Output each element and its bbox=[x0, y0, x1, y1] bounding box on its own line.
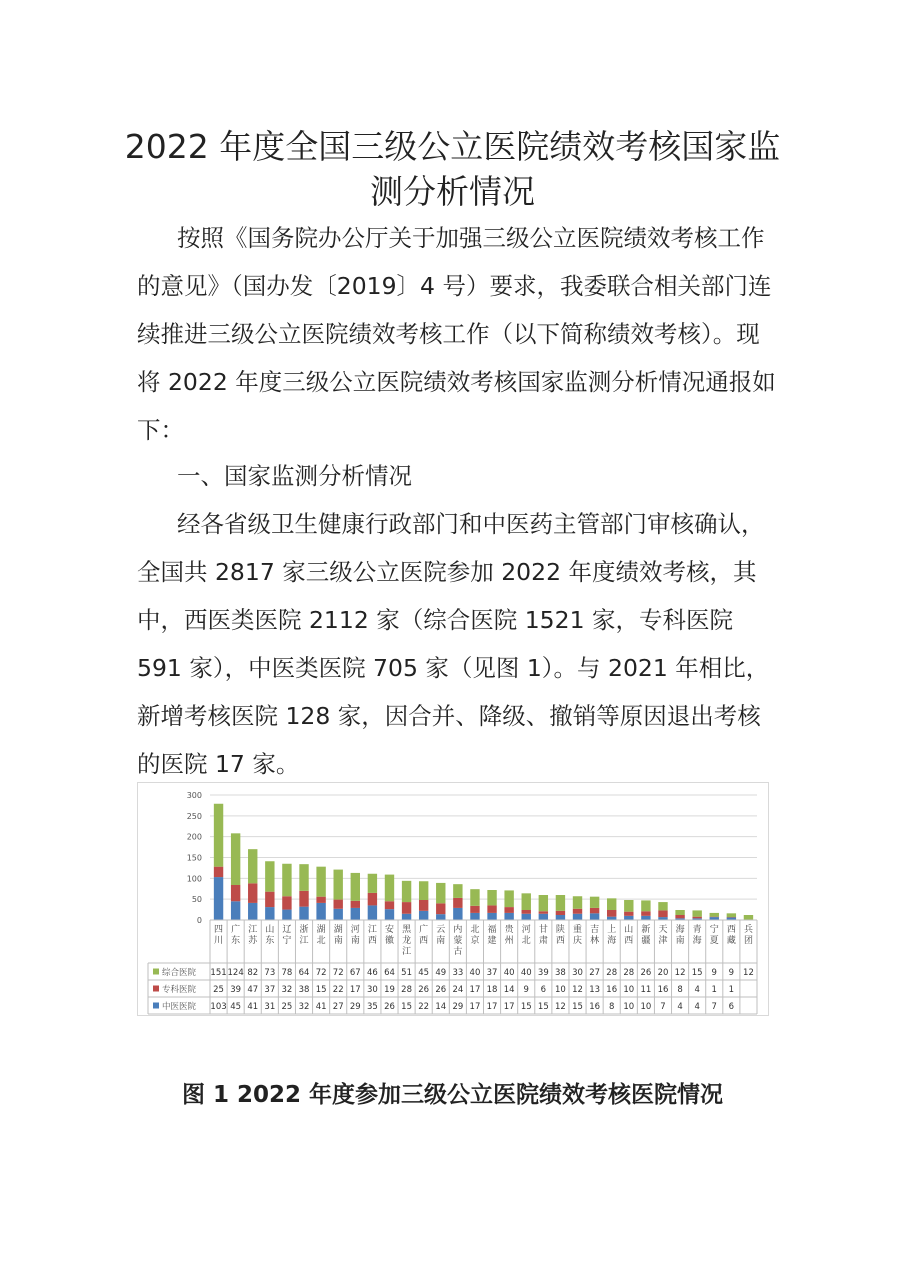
data-label: 10 bbox=[623, 985, 635, 995]
data-label: 72 bbox=[332, 968, 344, 978]
data-label: 26 bbox=[640, 968, 652, 978]
bar-segment bbox=[419, 911, 428, 920]
category-label: 西藏 bbox=[726, 925, 736, 946]
document-title: 2022 年度全国三级公立医院绩效考核国家监测分析情况 bbox=[124, 127, 781, 211]
bar-segment bbox=[316, 897, 325, 903]
category-label: 新疆 bbox=[641, 925, 651, 946]
bar-segment bbox=[522, 914, 531, 920]
bar-segment bbox=[351, 901, 360, 908]
figure-caption: 图 1 2022 年度参加三级公立医院绩效考核医院情况 bbox=[181, 1082, 724, 1108]
data-label: 45 bbox=[418, 968, 430, 978]
category-label: 海南 bbox=[675, 925, 685, 946]
data-label: 15 bbox=[691, 968, 703, 978]
category-label: 山东 bbox=[265, 925, 275, 946]
data-label: 9 bbox=[523, 985, 529, 995]
bar-segment bbox=[419, 900, 428, 911]
data-label: 82 bbox=[247, 968, 259, 978]
bar-segment bbox=[265, 892, 274, 907]
data-label: 37 bbox=[486, 968, 498, 978]
data-label: 29 bbox=[349, 1002, 361, 1012]
bar-segment bbox=[539, 895, 548, 911]
category-label: 贵州 bbox=[504, 925, 514, 946]
bar-segment bbox=[539, 914, 548, 920]
bar-segment bbox=[487, 890, 496, 905]
data-label: 17 bbox=[486, 1002, 498, 1012]
bar-segment bbox=[436, 914, 445, 920]
data-label: 16 bbox=[657, 985, 669, 995]
data-label: 28 bbox=[623, 968, 635, 978]
y-tick-label: 250 bbox=[186, 811, 202, 821]
data-label: 26 bbox=[435, 985, 447, 995]
category-label: 宁夏 bbox=[709, 925, 719, 946]
bar-segment bbox=[402, 914, 411, 920]
category-label: 内蒙古 bbox=[453, 925, 463, 957]
data-label: 12 bbox=[572, 985, 583, 995]
data-label: 24 bbox=[452, 985, 464, 995]
bar-segment bbox=[282, 910, 291, 920]
bar-segment bbox=[231, 833, 240, 885]
data-label: 67 bbox=[349, 968, 361, 978]
category-label: 兵团 bbox=[743, 925, 753, 946]
hospital-count-chart bbox=[137, 782, 769, 1016]
bar-segment bbox=[607, 910, 616, 917]
category-label: 山西 bbox=[624, 925, 634, 946]
data-label: 64 bbox=[298, 968, 310, 978]
bar-segment bbox=[641, 916, 650, 920]
category-label: 河北 bbox=[521, 925, 531, 946]
data-label: 40 bbox=[503, 968, 515, 978]
bar-segment bbox=[504, 890, 513, 907]
bar-segment bbox=[214, 867, 223, 877]
data-label: 13 bbox=[589, 985, 601, 995]
bar-segment bbox=[419, 881, 428, 900]
data-label: 41 bbox=[315, 1002, 327, 1012]
category-label: 青海 bbox=[692, 925, 702, 946]
legend-label: 中医医院 bbox=[162, 1002, 197, 1012]
legend-label: 专科医院 bbox=[162, 985, 197, 995]
category-label: 浙江 bbox=[299, 925, 309, 946]
bar-segment bbox=[470, 906, 479, 913]
category-label: 河南 bbox=[350, 925, 360, 946]
data-label: 32 bbox=[298, 1002, 310, 1012]
bar-segment bbox=[590, 913, 599, 920]
legend-swatch bbox=[153, 986, 159, 992]
category-label: 安徽 bbox=[384, 925, 394, 946]
data-label: 32 bbox=[281, 985, 293, 995]
bar-segment bbox=[402, 881, 411, 902]
bar-segment bbox=[248, 903, 257, 920]
bar-segment bbox=[299, 864, 308, 891]
data-label: 17 bbox=[503, 1002, 515, 1012]
data-label: 22 bbox=[418, 1002, 430, 1012]
bar-segment bbox=[368, 874, 377, 893]
data-label: 40 bbox=[520, 968, 532, 978]
data-label: 15 bbox=[537, 1002, 549, 1012]
bar-segment bbox=[607, 898, 616, 910]
category-label: 江苏 bbox=[248, 925, 258, 946]
bar-segment bbox=[368, 905, 377, 920]
data-label: 30 bbox=[366, 985, 378, 995]
data-label: 25 bbox=[281, 1002, 293, 1012]
legend-swatch bbox=[153, 1003, 159, 1009]
bar-segment bbox=[214, 804, 223, 867]
category-label: 辽宁 bbox=[282, 925, 292, 946]
bar-segment bbox=[487, 905, 496, 912]
data-label: 41 bbox=[247, 1002, 259, 1012]
bar-segment bbox=[710, 913, 719, 917]
category-label: 广西 bbox=[419, 925, 429, 946]
data-label: 11 bbox=[640, 985, 652, 995]
data-label: 9 bbox=[728, 968, 735, 978]
data-label: 22 bbox=[332, 985, 344, 995]
bar-segment bbox=[504, 907, 513, 913]
data-label: 51 bbox=[401, 968, 412, 978]
bar-segment bbox=[316, 867, 325, 897]
bar-segment bbox=[402, 902, 411, 914]
data-label: 38 bbox=[555, 968, 566, 978]
data-label: 14 bbox=[435, 1002, 447, 1012]
bar-segment bbox=[248, 883, 257, 903]
bar-segment bbox=[590, 897, 599, 908]
data-label: 78 bbox=[281, 968, 293, 978]
data-label: 72 bbox=[315, 968, 327, 978]
data-label: 17 bbox=[469, 985, 481, 995]
bar-segment bbox=[556, 911, 565, 915]
bar-segment bbox=[522, 893, 531, 910]
data-label: 15 bbox=[572, 1002, 583, 1012]
category-label: 广东 bbox=[231, 925, 241, 946]
data-label: 35 bbox=[366, 1002, 378, 1012]
category-label: 重庆 bbox=[573, 925, 583, 946]
data-label: 45 bbox=[230, 1002, 242, 1012]
bar-segment bbox=[334, 870, 343, 900]
category-label: 湖南 bbox=[333, 925, 343, 946]
data-label: 20 bbox=[657, 968, 669, 978]
data-label: 6 bbox=[540, 985, 547, 995]
data-label: 28 bbox=[606, 968, 618, 978]
data-label: 46 bbox=[366, 968, 378, 978]
bar-segment bbox=[299, 907, 308, 920]
data-label: 26 bbox=[418, 985, 430, 995]
bar-segment bbox=[744, 915, 753, 920]
data-label: 27 bbox=[589, 968, 601, 978]
bar-segment bbox=[692, 917, 701, 919]
data-label: 8 bbox=[608, 1002, 615, 1012]
bar-segment bbox=[453, 884, 462, 898]
data-label: 26 bbox=[384, 1002, 395, 1012]
data-label: 28 bbox=[401, 985, 412, 995]
bar-segment bbox=[727, 913, 736, 917]
category-label: 云南 bbox=[436, 925, 446, 946]
data-label: 12 bbox=[743, 968, 754, 978]
bar-segment bbox=[675, 915, 684, 918]
data-label: 124 bbox=[227, 968, 244, 978]
bar-segment bbox=[436, 883, 445, 903]
data-label: 151 bbox=[210, 968, 227, 978]
bar-segment bbox=[556, 915, 565, 920]
bar-segment bbox=[641, 911, 650, 916]
bar-segment bbox=[282, 864, 291, 897]
data-label: 7 bbox=[660, 1002, 666, 1012]
bar-segment bbox=[675, 910, 684, 915]
bar-segment bbox=[385, 909, 394, 920]
bar-segment bbox=[573, 914, 582, 920]
y-tick-label: 150 bbox=[186, 853, 202, 863]
bar-segment bbox=[539, 911, 548, 914]
data-label: 17 bbox=[469, 1002, 481, 1012]
bar-segment bbox=[231, 885, 240, 901]
data-label: 12 bbox=[555, 1002, 566, 1012]
y-tick-label: 200 bbox=[186, 832, 202, 842]
bar-segment bbox=[624, 900, 633, 912]
data-label: 19 bbox=[384, 985, 395, 995]
data-label: 15 bbox=[315, 985, 327, 995]
data-label: 27 bbox=[332, 1002, 344, 1012]
body-paragraph: 经各省级卫生健康行政部门和中医药主管部门审核确认，全国共 2817 家三级公立医院参加 2022 年度绩效考核，其中，西医类医院 2112 家（综合医院 1521 家，专科医院 591 家），中医类医院 705 家（见图 1）。与 2021 年相比，新增考核医院 128 家，因合并、降级、撤销等原因退出考核的医院 17 家。 bbox=[137, 510, 770, 778]
y-tick-label: 300 bbox=[186, 791, 202, 800]
y-tick-label: 0 bbox=[196, 916, 202, 925]
data-label: 103 bbox=[210, 1002, 227, 1012]
section-heading: 一、国家监测分析情况 bbox=[177, 462, 412, 490]
data-label: 16 bbox=[606, 985, 618, 995]
y-tick-label: 100 bbox=[186, 874, 202, 884]
bar-segment bbox=[504, 913, 513, 920]
bar-segment bbox=[692, 910, 701, 916]
legend-label: 综合医院 bbox=[162, 968, 197, 978]
data-label: 10 bbox=[555, 985, 566, 995]
bar-segment bbox=[658, 910, 667, 917]
bar-segment bbox=[265, 861, 274, 891]
data-label: 33 bbox=[452, 968, 464, 978]
bar-segment bbox=[522, 910, 531, 914]
data-label: 1 bbox=[711, 985, 717, 995]
bar-segment bbox=[470, 889, 479, 906]
data-label: 10 bbox=[640, 1002, 652, 1012]
data-label: 4 bbox=[677, 1002, 683, 1012]
category-label: 福建 bbox=[487, 925, 497, 946]
category-label: 黑龙江 bbox=[402, 925, 412, 957]
data-label: 18 bbox=[486, 985, 498, 995]
stacked-bar-chart bbox=[138, 783, 768, 1015]
data-label: 25 bbox=[213, 985, 224, 995]
category-label: 吉林 bbox=[590, 925, 600, 946]
bar-segment bbox=[624, 916, 633, 920]
data-label: 9 bbox=[711, 968, 717, 978]
data-label: 29 bbox=[452, 1002, 464, 1012]
data-label: 4 bbox=[694, 985, 700, 995]
bar-segment bbox=[624, 912, 633, 916]
data-label: 15 bbox=[520, 1002, 532, 1012]
bar-segment bbox=[658, 902, 667, 910]
data-label: 6 bbox=[728, 1002, 735, 1012]
data-label: 12 bbox=[674, 968, 686, 978]
bar-segment bbox=[385, 875, 394, 902]
data-label: 38 bbox=[298, 985, 310, 995]
bar-segment bbox=[265, 907, 274, 920]
bar-segment bbox=[453, 908, 462, 920]
bar-segment bbox=[334, 909, 343, 920]
legend-swatch bbox=[153, 969, 159, 975]
category-label: 北京 bbox=[470, 925, 480, 946]
data-label: 16 bbox=[589, 1002, 601, 1012]
data-label: 39 bbox=[537, 968, 549, 978]
data-label: 1 bbox=[728, 985, 735, 995]
bar-segment bbox=[351, 873, 360, 901]
data-label: 15 bbox=[401, 1002, 412, 1012]
data-label: 8 bbox=[677, 985, 683, 995]
category-label: 湖北 bbox=[316, 925, 326, 946]
intro-paragraph: 按照《国务院办公厅关于加强三级公立医院绩效考核工作的意见》（国办发〔2019〕4 号）要求，我委联合相关部门连续推进三级公立医院绩效考核工作（以下简称绩效考核）。现将 2022 年度三级公立医院绩效考核国家监测分析情况通报如下： bbox=[137, 224, 776, 444]
data-label: 10 bbox=[623, 1002, 635, 1012]
data-label: 73 bbox=[264, 968, 276, 978]
data-label: 49 bbox=[435, 968, 447, 978]
bar-segment bbox=[556, 895, 565, 911]
data-label: 30 bbox=[572, 968, 583, 978]
bar-segment bbox=[573, 909, 582, 914]
bar-segment bbox=[641, 900, 650, 911]
bar-segment bbox=[248, 849, 257, 883]
data-label: 17 bbox=[349, 985, 361, 995]
data-label: 14 bbox=[503, 985, 515, 995]
bar-segment bbox=[214, 877, 223, 920]
bar-segment bbox=[334, 900, 343, 909]
bar-segment bbox=[231, 901, 240, 920]
bar-segment bbox=[282, 896, 291, 909]
category-label: 四川 bbox=[214, 925, 224, 946]
category-label: 江西 bbox=[367, 925, 377, 946]
category-label: 陕西 bbox=[555, 925, 565, 946]
data-label: 4 bbox=[694, 1002, 700, 1012]
bar-segment bbox=[368, 893, 377, 906]
bar-segment bbox=[385, 901, 394, 909]
data-label: 47 bbox=[247, 985, 259, 995]
data-label: 40 bbox=[469, 968, 481, 978]
data-label: 37 bbox=[264, 985, 276, 995]
bar-segment bbox=[453, 898, 462, 908]
bar-segment bbox=[573, 896, 582, 909]
data-label: 64 bbox=[384, 968, 395, 978]
bar-segment bbox=[351, 908, 360, 920]
bar-segment bbox=[470, 913, 479, 920]
category-label: 甘肃 bbox=[538, 925, 548, 946]
category-label: 天津 bbox=[658, 925, 668, 946]
data-label: 7 bbox=[711, 1002, 717, 1012]
bar-segment bbox=[316, 903, 325, 920]
bar-segment bbox=[299, 891, 308, 907]
bar-segment bbox=[590, 908, 599, 913]
data-label: 31 bbox=[264, 1002, 276, 1012]
category-label: 上海 bbox=[607, 925, 617, 946]
bar-segment bbox=[436, 903, 445, 914]
data-label: 39 bbox=[230, 985, 242, 995]
y-tick-label: 50 bbox=[191, 895, 202, 905]
bar-segment bbox=[487, 913, 496, 920]
